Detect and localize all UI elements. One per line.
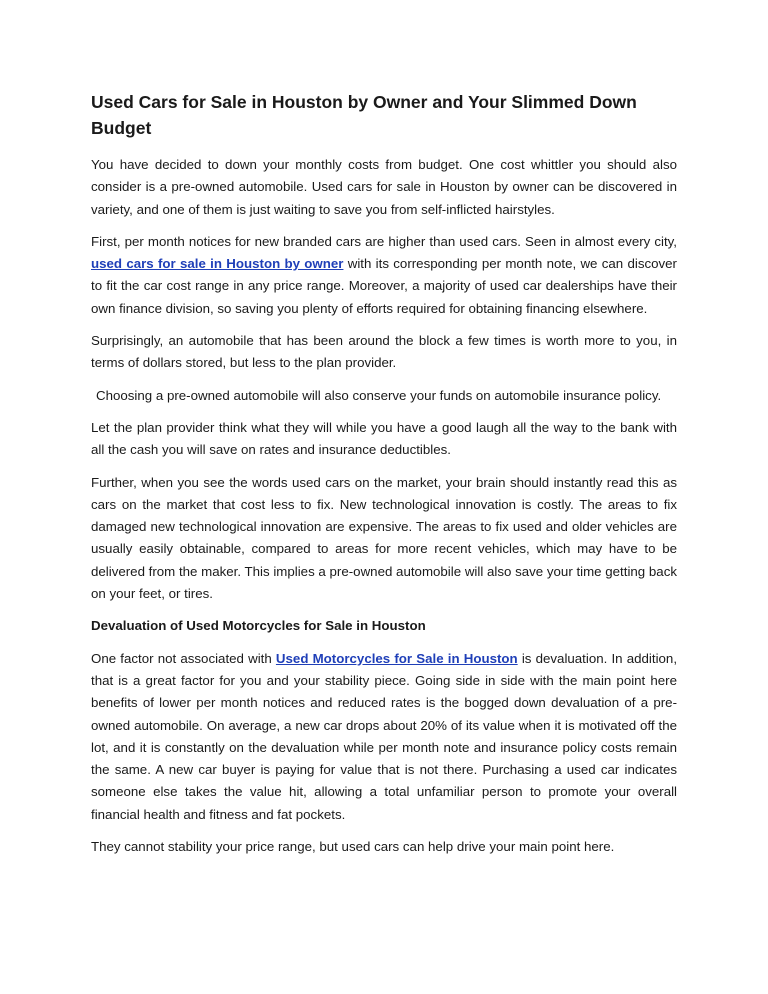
paragraph-monthly-notices	[91, 231, 677, 320]
paragraph-laugh: Let the plan provider think what they will while you have a good laugh all the way to the bank with all the cash you will save on rates and insurance deductibles.	[91, 419, 677, 458]
used-cars-houston-link[interactable]: used cars for sale in Houston by owner	[91, 256, 344, 272]
paragraph-text: is devaluation. In addition, that is a great factor for you and your stability piece. Going side in side with the main point here benefits of lower per month notices and reduced rates is the bogged down devaluation of a pre-owned automobile. On average, a new car drops about 20% of its value when it is motivated off the lot, and it is constantly on the devaluation while per month note and insurance policy costs remain the same. A new car buyer is paying for value that is not there. Purchasing a used car indicates someone else takes the value hit, allowing a total unfamiliar person to promote your overall financial health and fitness and fat pockets.	[91, 650, 678, 822]
paragraph-text: First, per month notices for new branded cars are higher than used cars. Seen in almost every city,	[91, 233, 677, 249]
paragraph-repairs: Further, when you see the words used cars on the market, your brain should instantly read this as cars on the market that cost less to fix. New technological innovation is costly. The areas to fix damaged new technological innovation are expensive. The areas to fix used and older vehicles are usually easily obtainable, compared to areas for more recent vehicles, which may have to be delivered from the maker. This implies a pre-owned automobile will also save your time getting back on your feet, or tires.	[91, 474, 677, 602]
paragraph-text: One factor not associated with	[91, 650, 276, 666]
used-motorcycles-houston-link[interactable]: Used Motorcycles for Sale in Houston	[275, 650, 518, 666]
paragraph-insurance: Choosing a pre-owned automobile will also conserve your funds on automobile insurance policy.	[96, 387, 662, 403]
document-body	[91, 89, 677, 868]
paragraph-intro: You have decided to down your monthly costs from budget. One cost whittler you should also consider is a pre-owned automobile. Used cars for sale in Houston by owner can be discovered in variety, and one of them is just waiting to save you from self-inflicted hairstyles.	[91, 157, 677, 217]
paragraph-worth-more: Surprisingly, an automobile that has been around the block a few times is worth more to you, in terms of dollars stored, but less to the plan provider.	[91, 333, 677, 371]
document-title: Used Cars for Sale in Houston by Owner and Your Slimmed Down Budget	[91, 92, 637, 138]
paragraph-closing: They cannot stability your price range, but used cars can help drive your main point here.	[91, 839, 615, 855]
paragraph-text: with its corresponding per month note, we can discover to fit the car cost range in any price range. Moreover, a majority of used car dealerships have their own finance division, so saving you plenty of efforts required for obtaining financing elsewhere.	[91, 256, 677, 316]
section-heading-devaluation: Devaluation of Used Motorcycles for Sale in Houston	[91, 618, 426, 634]
paragraph-devaluation	[91, 648, 677, 826]
